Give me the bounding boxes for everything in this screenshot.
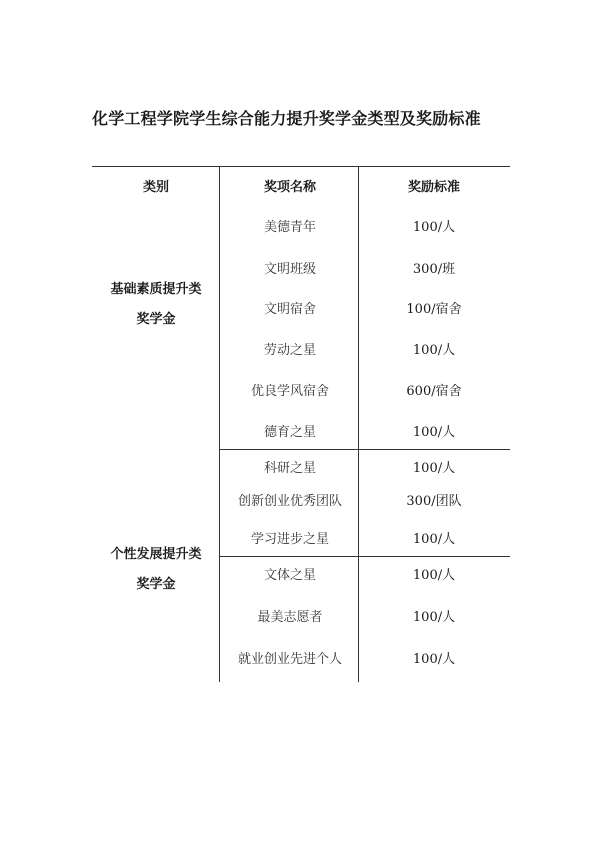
award-standard-12: 100/人 [412,652,456,667]
award-standard-11: 100/人 [412,610,456,625]
award-standard-10: 100/人 [412,568,456,583]
award-name-11: 最美志愿者 [257,610,323,625]
category-personal-development-line2: 奖学金 [136,577,176,592]
award-standard-9: 100/人 [412,532,456,547]
award-name-4: 劳动之星 [263,343,317,358]
document-title: 化学工程学院学生综合能力提升奖学金类型及奖励标准 [92,109,481,128]
award-name-3: 文明宿舍 [263,302,317,317]
column-divider-right [358,166,359,682]
award-standard-5: 600/宿舍 [406,384,462,399]
category-basic-quality-line1: 基础素质提升类 [110,282,202,297]
category-personal-development-line1: 个性发展提升类 [110,547,202,562]
table-top-rule [92,166,510,167]
header-standard: 奖励标准 [407,180,461,195]
award-name-1: 美德青年 [263,220,317,235]
award-standard-7: 100/人 [412,461,456,476]
award-name-6: 德育之星 [263,425,317,440]
column-divider-left [219,166,220,682]
award-name-5: 优良学风宿舍 [250,384,330,399]
subgroup-separator-rule [219,556,510,557]
header-category: 类别 [142,180,170,195]
award-name-7: 科研之星 [263,461,317,476]
category-basic-quality [96,275,216,335]
category-personal-development [96,540,216,600]
category-basic-quality-line2: 奖学金 [136,312,176,327]
award-name-9: 学习进步之星 [250,532,330,547]
award-name-10: 文体之星 [263,568,317,583]
award-standard-3: 100/宿舍 [406,302,462,317]
award-name-2: 文明班级 [263,262,317,277]
award-name-12: 就业创业先进个人 [237,652,343,667]
header-award-name: 奖项名称 [263,180,317,195]
award-name-8: 创新创业优秀团队 [237,494,343,509]
award-standard-8: 300/团队 [406,494,462,509]
award-standard-6: 100/人 [412,425,456,440]
award-standard-4: 100/人 [412,343,456,358]
award-standard-2: 300/班 [412,262,456,277]
award-standard-1: 100/人 [412,220,456,235]
group-separator-rule [219,449,510,450]
